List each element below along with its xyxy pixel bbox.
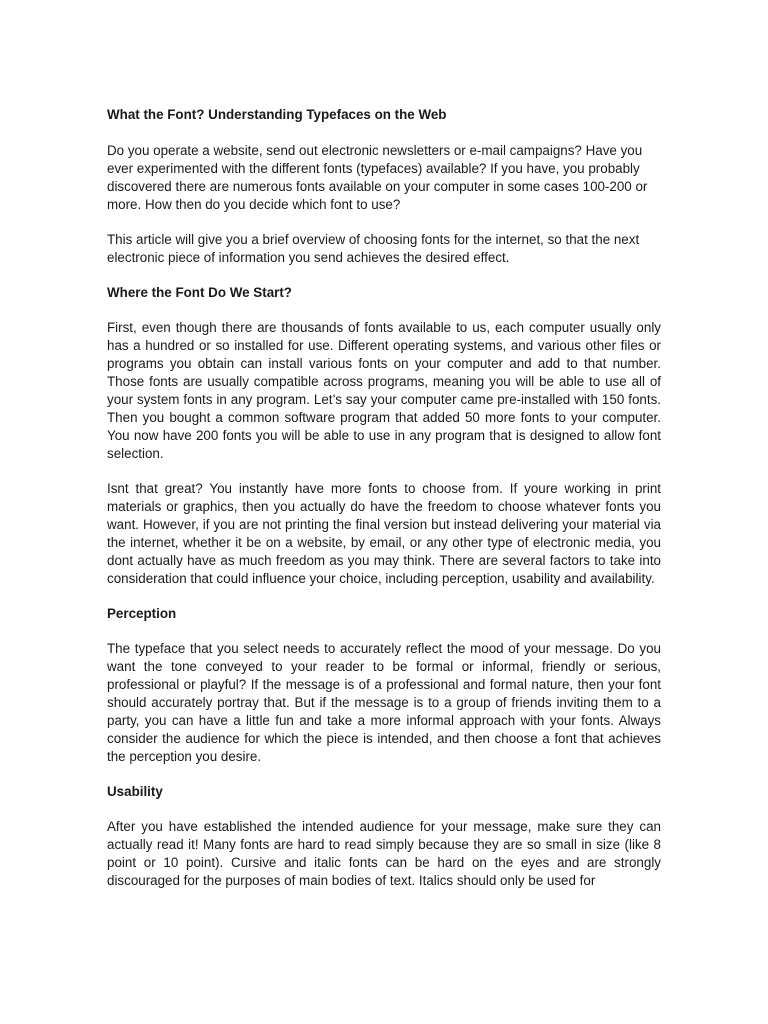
- section-start-paragraph-1: First, even though there are thousands of fonts available to us, each computer usually only has a hundred or so installed for use. Different operating systems, and various other files or programs you obtain can install various fonts on your computer and add to that number. Those fonts are usually compatible across programs, meaning you will be able to use all of your system fonts in any program. Let’s say your computer came pre-installed with 150 fonts. Then you bought a common software program that added 50 more fonts to your computer. You now have 200 fonts you will be able to use in any program that is designed to allow font selection.: [107, 320, 661, 461]
- intro-paragraph-1: Do you operate a website, send out electronic newsletters or e-mail campaigns? Have you ever experimented with the different fonts (typefaces) available? If you have, you probably discovered there are numerous fonts available on your computer in some cases 100-200 or more. How then do you decide which font to use?: [107, 143, 648, 212]
- section-heading-usability: Usability: [107, 784, 163, 799]
- section-start-paragraph-2: Isnt that great? You instantly have more fonts to choose from. If youre working in print materials or graphics, then you actually do have the freedom to choose whatever fonts you want. However, if you are not printing the final version but instead delivering your material via the internet, whether it be on a website, by email, or any other type of electronic media, you dont actually have as much freedom as you may think. There are several factors to take into consideration that could influence your choice, including perception, usability and availability.: [107, 481, 661, 586]
- document-page: [107, 106, 661, 907]
- document-title: What the Font? Understanding Typefaces on the Web: [107, 107, 447, 122]
- section-heading-start: Where the Font Do We Start?: [107, 285, 292, 300]
- section-usability-paragraph-1: After you have established the intended audience for your message, make sure they can actually read it! Many fonts are hard to read simply because they are so small in size (like 8 point or 10 point). Cursive and italic fonts can be hard on the eyes and are strongly discouraged for the purposes of main bodies of text. Italics should only be used for: [107, 819, 661, 888]
- section-perception-paragraph-1: The typeface that you select needs to accurately reflect the mood of your message. Do you want the tone conveyed to your reader to be formal or informal, friendly or serious, professional or playful? If the message is of a professional and formal nature, then your font should accurately portray that. But if the message is to a group of friends inviting them to a party, you can have a little fun and take a more informal approach with your fonts. Always consider the audience for which the piece is intended, and then choose a font that achieves the perception you desire.: [107, 641, 661, 764]
- section-heading-perception: Perception: [107, 606, 177, 621]
- intro-paragraph-2: This article will give you a brief overview of choosing fonts for the internet, so that the next electronic piece of information you send achieves the desired effect.: [107, 232, 640, 265]
